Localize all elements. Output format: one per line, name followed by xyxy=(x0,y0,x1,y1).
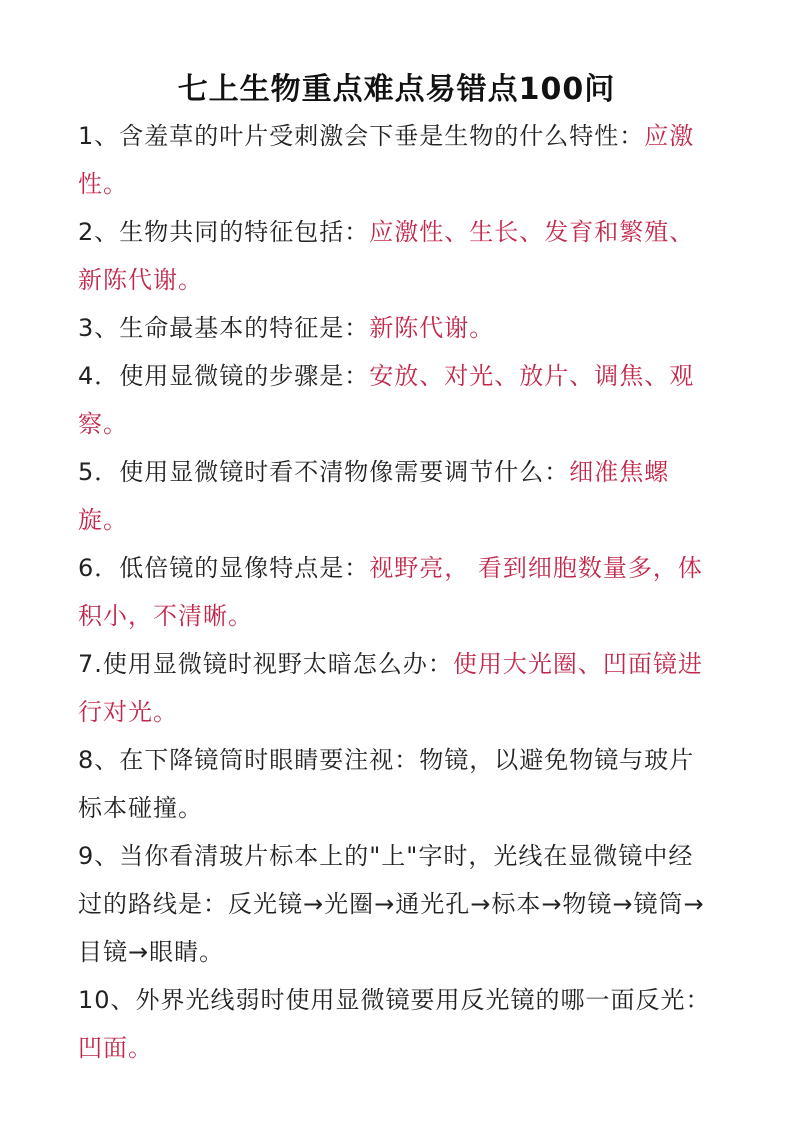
question-text: 7.使用显微镜时视野太暗怎么办： xyxy=(78,650,453,678)
answer-text: 应激性、生长、发育和繁殖、新陈代谢。 xyxy=(78,218,695,294)
qa-item-2 xyxy=(78,208,715,304)
question-text: 2、生物共同的特征包括： xyxy=(78,218,370,246)
answer-text: 使用大光圈、凹面镜进行对光。 xyxy=(78,650,703,726)
qa-item-4 xyxy=(78,352,715,448)
qa-item-7 xyxy=(78,640,715,736)
answer-text: 凹面。 xyxy=(78,1034,153,1062)
answer-text: 视野亮， 看到细胞数量多，体积小，不清晰。 xyxy=(78,554,703,630)
question-text: 6．低倍镜的显像特点是： xyxy=(78,554,370,582)
qa-item-1 xyxy=(78,112,715,208)
page-title: 七上生物重点难点易错点100问 xyxy=(177,72,616,107)
qa-item-3 xyxy=(78,304,715,352)
answer-text: 应激性。 xyxy=(78,122,695,198)
question-text: 3、生命最基本的特征是： xyxy=(78,314,370,342)
answer-text: 安放、对光、放片、调焦、观察。 xyxy=(78,362,695,438)
answer-text: 细准焦螺旋。 xyxy=(78,458,670,534)
answer-text: 新陈代谢。 xyxy=(369,314,495,342)
qa-list xyxy=(78,112,715,1072)
question-text: 4．使用显微镜的步骤是： xyxy=(78,362,370,390)
qa-item-5 xyxy=(78,448,715,544)
question-text: 10、外界光线弱时使用显微镜要用反光镜的哪一面反光： xyxy=(78,986,711,1014)
question-text: 9、当你看清玻片标本上的"上"字时，光线在显微镜中经过的路线是：反光镜→光圈→通光孔→标本→物镜→镜筒→目镜→眼睛。 xyxy=(78,842,705,966)
qa-item-6 xyxy=(78,544,715,640)
question-text: 1、含羞草的叶片受刺激会下垂是生物的什么特性： xyxy=(78,122,645,150)
qa-item-9 xyxy=(78,832,715,976)
question-text: 8、在下降镜筒时眼睛要注视：物镜，以避免物镜与玻片标本碰撞。 xyxy=(78,746,695,822)
qa-item-10 xyxy=(78,976,715,1072)
qa-item-8 xyxy=(78,736,715,832)
question-text: 5．使用显微镜时看不清物像需要调节什么： xyxy=(78,458,570,486)
